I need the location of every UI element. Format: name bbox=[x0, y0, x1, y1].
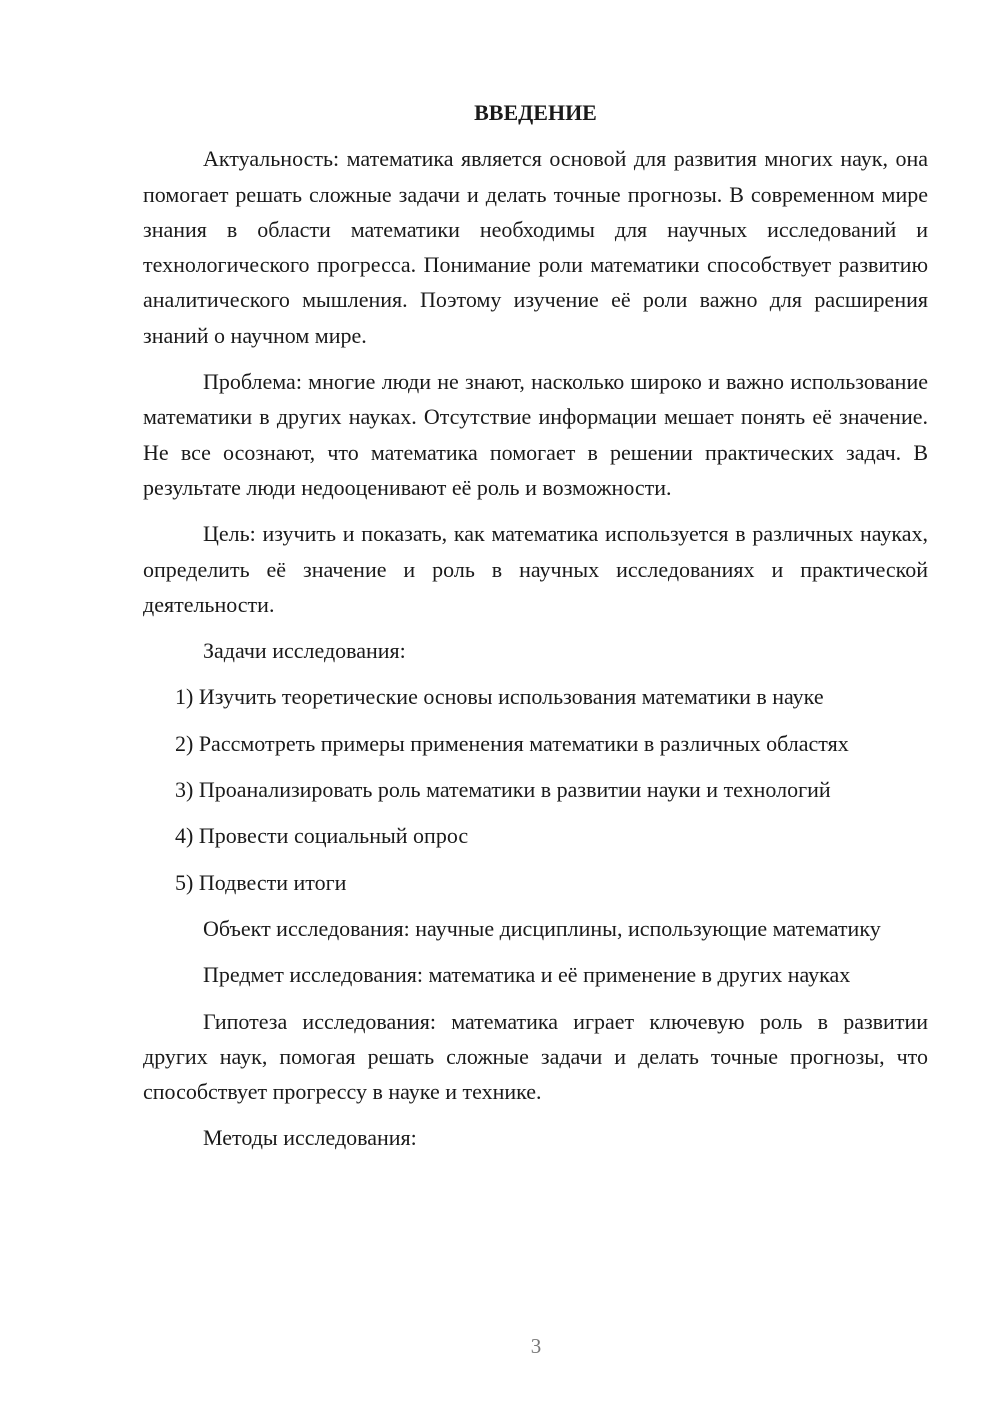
list-item: 3) Проанализировать роль математики в развитии науки и технологий bbox=[175, 777, 831, 803]
paragraph-goal: Цель: изучить и показать, как математика используется в различных науках, определить её значение и роль в научных исследованиях и практической деятельности. bbox=[143, 521, 928, 617]
list-item: 4) Провести социальный опрос bbox=[175, 823, 469, 849]
paragraph-relevance: Актуальность: математика является основой для развития многих наук, она помогает решать сложные задачи и делать точные прогнозы. В современном мире знания в области математики необходимы для научных исследований и технологического прогресса. Понимание роли математики способствует развитию аналитического мышления. Поэтому изучение её роли важно для расширения знаний о научном мире. bbox=[143, 146, 928, 348]
tasks-heading: Задачи исследования: bbox=[203, 638, 406, 664]
document-page bbox=[143, 95, 928, 1167]
list-item: 5) Подвести итоги bbox=[175, 869, 347, 895]
paragraph-hypothesis: Гипотеза исследования: математика играет ключевую роль в развитии других наук, помогая решать сложные задачи и делать точные прогнозы, что способствует прогрессу в науке и технике. bbox=[143, 1008, 928, 1105]
methods-heading: Методы исследования: bbox=[203, 1125, 417, 1151]
page-title: ВВЕДЕНИЕ bbox=[474, 100, 597, 125]
paragraph-problem: Проблема: многие люди не знают, насколько широко и важно использование математики в других науках. Отсутствие информации мешает понять её значение. Не все осознают, что математика помогает в решении практических задач. В результате люди недооценивают её роль и возможности. bbox=[143, 369, 928, 500]
paragraph-subject: Предмет исследования: математика и её применение в других науках bbox=[203, 962, 851, 988]
paragraph-object: Объект исследования: научные дисциплины, использующие математику bbox=[203, 915, 881, 941]
list-item: 1) Изучить теоретические основы использования математики в науке bbox=[175, 684, 824, 710]
list-item: 2) Рассмотреть примеры применения математики в различных областях bbox=[175, 730, 849, 756]
page-number: 3 bbox=[530, 1334, 542, 1358]
